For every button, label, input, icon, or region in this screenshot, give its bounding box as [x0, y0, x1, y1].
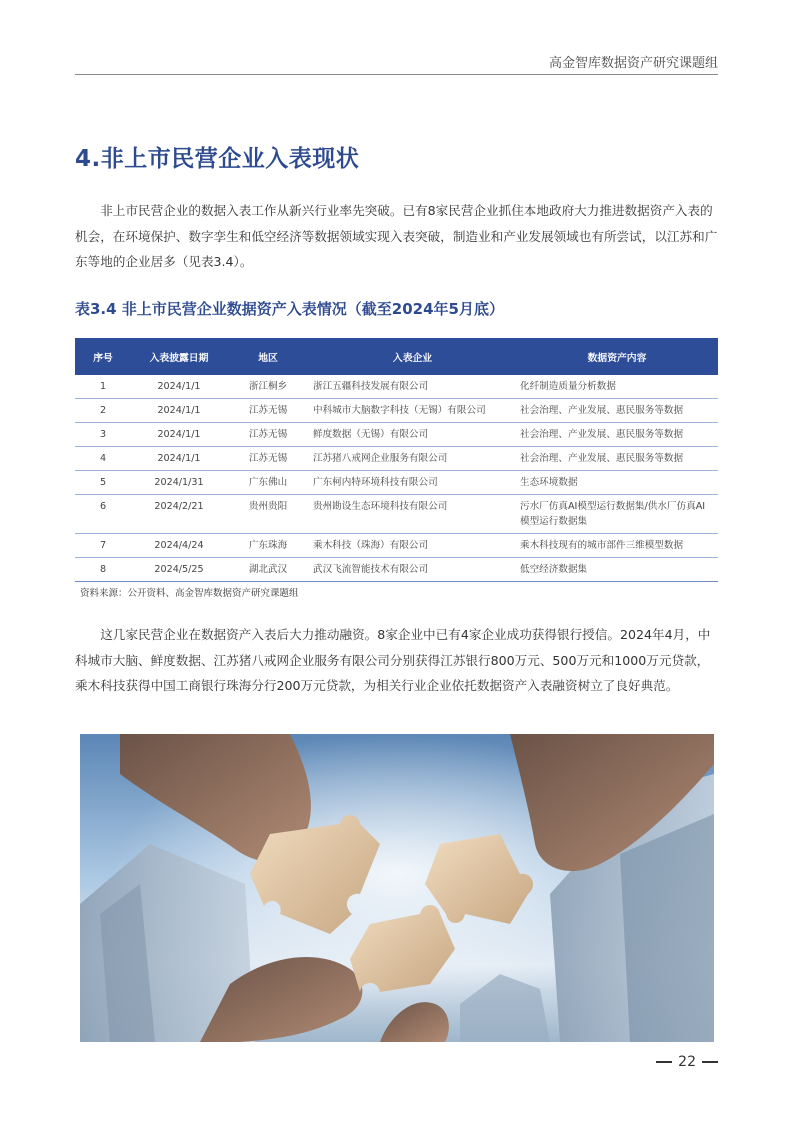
cell-content: 化纤制造质量分析数据 [516, 375, 718, 399]
cell-date: 2024/1/31 [131, 471, 227, 495]
cell-enterprise: 江苏猪八戒网企业服务有限公司 [309, 447, 516, 471]
cell-enterprise: 鲜度数据（无锡）有限公司 [309, 423, 516, 447]
table-row [75, 558, 718, 582]
table-row [75, 375, 718, 399]
cell-date: 2024/1/1 [131, 375, 227, 399]
cell-index: 4 [75, 447, 131, 471]
puzzle-hands-photo [80, 734, 714, 1042]
table-caption: 表3.4 非上市民营企业数据资产入表情况（截至2024年5月底） [75, 300, 504, 318]
table-source-note: 资料来源：公开资料、高金智库数据资产研究课题组 [80, 588, 299, 599]
header-region: 地区 [227, 338, 309, 375]
cell-content: 乘木科技现有的城市部件三维模型数据 [516, 534, 718, 558]
cell-date: 2024/4/24 [131, 534, 227, 558]
cell-content: 低空经济数据集 [516, 558, 718, 582]
cell-date: 2024/1/1 [131, 447, 227, 471]
cell-enterprise: 广东柯内特环境科技有限公司 [309, 471, 516, 495]
table-row [75, 447, 718, 471]
page-number-dash-left [656, 1061, 672, 1063]
cell-enterprise: 武汉飞流智能技术有限公司 [309, 558, 516, 582]
cell-enterprise: 贵州勘设生态环境科技有限公司 [309, 495, 516, 534]
cell-content: 社会治理、产业发展、惠民服务等数据 [516, 399, 718, 423]
cell-content: 生态环境数据 [516, 471, 718, 495]
cell-index: 1 [75, 375, 131, 399]
cell-content: 污水厂仿真AI模型运行数据集/供水厂仿真AI模型运行数据集 [516, 495, 718, 534]
section-title: 4.非上市民营企业入表现状 [75, 146, 360, 172]
cell-region: 贵州贵阳 [227, 495, 309, 534]
header-content: 数据资产内容 [516, 338, 718, 375]
page-number-value: 22 [678, 1054, 696, 1070]
cell-enterprise: 浙江五疆科技发展有限公司 [309, 375, 516, 399]
cell-date: 2024/5/25 [131, 558, 227, 582]
header-enterprise: 入表企业 [309, 338, 516, 375]
page-number-dash-right [702, 1061, 718, 1063]
cell-date: 2024/1/1 [131, 399, 227, 423]
cell-index: 5 [75, 471, 131, 495]
table-row [75, 399, 718, 423]
cell-enterprise: 中科城市大脑数字科技（无锡）有限公司 [309, 399, 516, 423]
cell-index: 2 [75, 399, 131, 423]
cell-index: 6 [75, 495, 131, 534]
cell-region: 江苏无锡 [227, 399, 309, 423]
cell-region: 湖北武汉 [227, 558, 309, 582]
header-date: 入表披露日期 [131, 338, 227, 375]
cell-enterprise: 乘木科技（珠海）有限公司 [309, 534, 516, 558]
cell-region: 广东珠海 [227, 534, 309, 558]
cell-content: 社会治理、产业发展、惠民服务等数据 [516, 423, 718, 447]
table-header-row [75, 338, 718, 375]
cell-region: 江苏无锡 [227, 423, 309, 447]
cell-content: 社会治理、产业发展、惠民服务等数据 [516, 447, 718, 471]
cell-date: 2024/1/1 [131, 423, 227, 447]
financing-paragraph: 这几家民营企业在数据资产入表后大力推动融资。8家企业中已有4家企业成功获得银行授信。2024年4月，中科城市大脑、鲜度数据、江苏猪八戒网企业服务有限公司分别获得江苏银行800万元、500万元和1000万元贷款，乘木科技获得中国工商银行珠海分行200万元贷款，为相关行业企业依托数据资产入表融资树立了良好典范。 [75, 627, 711, 693]
cell-index: 8 [75, 558, 131, 582]
table-row [75, 495, 718, 534]
table-row [75, 534, 718, 558]
cell-index: 7 [75, 534, 131, 558]
intro-paragraph: 非上市民营企业的数据入表工作从新兴行业率先突破。已有8家民营企业抓住本地政府大力推进数据资产入表的机会，在环境保护、数字孪生和低空经济等数据领域实现入表突破，制造业和产业发展领域也有所尝试，以江苏和广东等地的企业居多（见表3.4）。 [75, 203, 718, 269]
page-number [656, 1054, 718, 1070]
enterprise-data-table [75, 338, 718, 582]
cell-region: 浙江桐乡 [227, 375, 309, 399]
cell-region: 广东佛山 [227, 471, 309, 495]
table-row [75, 471, 718, 495]
cell-region: 江苏无锡 [227, 447, 309, 471]
cell-index: 3 [75, 423, 131, 447]
table-row [75, 423, 718, 447]
cell-date: 2024/2/21 [131, 495, 227, 534]
header-divider [75, 74, 718, 75]
header-org-name: 高金智库数据资产研究课题组 [548, 56, 718, 71]
header-index: 序号 [75, 338, 131, 375]
